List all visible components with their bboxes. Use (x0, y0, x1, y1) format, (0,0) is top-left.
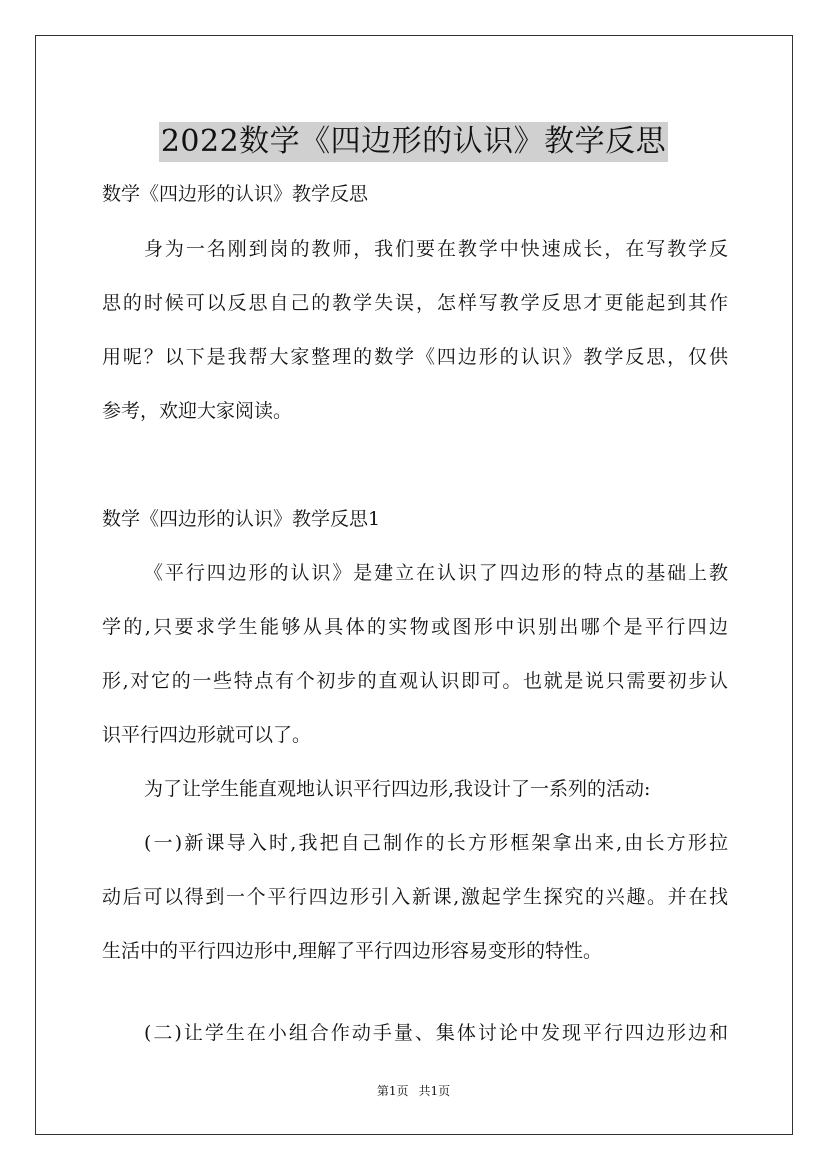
para2-line-1: 为了让学生能直观地认识平行四边形,我设计了一系列的活动: (144, 778, 651, 800)
para1-line-2: 学的,只要求学生能够从具体的实物或图形中识别出哪个是平行四边 (102, 616, 728, 638)
intro-line-4: 参考，欢迎大家阅读。 (102, 400, 293, 422)
page-total: 共1页 (418, 1084, 451, 1098)
page-number: 第1页 (376, 1084, 409, 1098)
para1-line-3: 形,对它的一些特点有个初步的直观认识即可。也就是说只需要初步认 (102, 670, 728, 692)
para3-line-3: 生活中的平行四边形中,理解了平行四边形容易变形的特性。 (102, 940, 603, 962)
intro-line-2: 思的时候可以反思自己的教学失误，怎样写教学反思才更能起到其作 (102, 292, 728, 314)
para4-line-1: (二)让学生在小组合作动手量、集体讨论中发现平行四边形边和 (144, 1022, 728, 1044)
page-footer (0, 1083, 827, 1099)
document-subtitle: 数学《四边形的认识》教学反思 (102, 183, 369, 205)
para3-line-1: (一)新课导入时,我把自己制作的长方形框架拿出来,由长方形拉 (144, 832, 728, 854)
section1-heading: 数学《四边形的认识》教学反思1 (102, 508, 381, 530)
para1-line-1: 《平行四边形的认识》是建立在认识了四边形的特点的基础上教 (144, 562, 728, 584)
document-title: 2022数学《四边形的认识》教学反思 (159, 122, 668, 162)
para3-line-2: 动后可以得到一个平行四边形引入新课,激起学生探究的兴趣。并在找 (102, 886, 728, 908)
para1-line-4: 识平行四边形就可以了。 (102, 724, 312, 746)
title-container (0, 102, 827, 182)
intro-line-3: 用呢？以下是我帮大家整理的数学《四边形的认识》教学反思，仅供 (102, 346, 728, 368)
intro-line-1: 身为一名刚到岗的教师，我们要在教学中快速成长，在写教学反 (144, 238, 728, 260)
